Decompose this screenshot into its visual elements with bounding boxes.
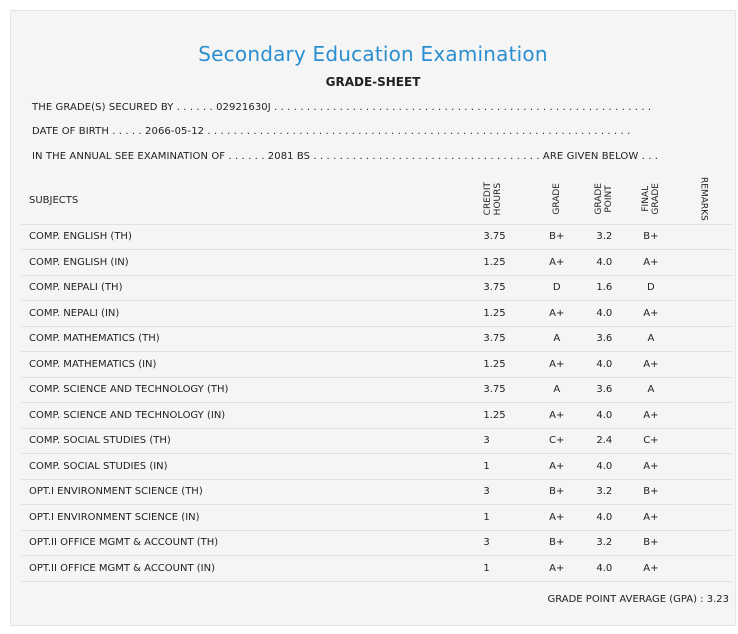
subject-cell: OPT.II OFFICE MGMT & ACCOUNT (IN) bbox=[21, 556, 483, 582]
credit-hours-cell: 3.75 bbox=[483, 275, 533, 301]
credit-hours-header bbox=[483, 177, 533, 224]
grade-point-cell: 2.4 bbox=[581, 428, 629, 454]
page-subtitle: GRADE-SHEET bbox=[325, 75, 421, 89]
credit-hours-cell: 3 bbox=[483, 530, 533, 556]
credit-hours-cell: 1 bbox=[483, 505, 533, 531]
subject-cell: COMP. MATHEMATICS (IN) bbox=[21, 352, 483, 378]
final-grade-cell: C+ bbox=[628, 428, 674, 454]
subject-cell: OPT.II OFFICE MGMT & ACCOUNT (TH) bbox=[21, 530, 483, 556]
credit-hours-cell: 1 bbox=[483, 556, 533, 582]
credit-hours-cell: 1.25 bbox=[483, 301, 533, 327]
remarks-cell bbox=[674, 505, 733, 531]
credit-hours-cell: 1.25 bbox=[483, 352, 533, 378]
grade-cell: A+ bbox=[533, 403, 581, 429]
remarks-cell bbox=[674, 556, 733, 582]
remarks-cell bbox=[674, 275, 733, 301]
credit-hours-cell: 1.25 bbox=[483, 250, 533, 276]
remarks-cell bbox=[674, 326, 733, 352]
table-row bbox=[21, 479, 733, 505]
exam-line: IN THE ANNUAL SEE EXAMINATION OF . . . . . . 2081 BS . . . . . . . . . . . . . . . . . . . . . . . . . . . . . . . . . . . ARE GIVEN BELOW . . . bbox=[32, 151, 659, 162]
subject-cell: COMP. ENGLISH (TH) bbox=[21, 224, 483, 250]
subject-cell: COMP. SOCIAL STUDIES (TH) bbox=[21, 428, 483, 454]
final-grade-cell: A bbox=[628, 326, 674, 352]
final-grade-cell: A+ bbox=[628, 454, 674, 480]
table-row bbox=[21, 530, 733, 556]
final-grade-header bbox=[628, 177, 674, 224]
subject-cell: COMP. NEPALI (TH) bbox=[21, 275, 483, 301]
credit-hours-cell: 1.25 bbox=[483, 403, 533, 429]
grade-cell: B+ bbox=[533, 224, 581, 250]
subject-cell: COMP. NEPALI (IN) bbox=[21, 301, 483, 327]
remarks-header-label: REMARKS bbox=[698, 177, 709, 221]
final-grade-cell: B+ bbox=[628, 224, 674, 250]
credit-hours-cell: 3.75 bbox=[483, 326, 533, 352]
final-grade-cell: B+ bbox=[628, 479, 674, 505]
table-row bbox=[21, 224, 733, 250]
final-grade-cell: A+ bbox=[628, 556, 674, 582]
table-row bbox=[21, 403, 733, 429]
grades-table bbox=[21, 177, 733, 582]
table-row bbox=[21, 352, 733, 378]
table-row bbox=[21, 326, 733, 352]
grade-header-label: GRADE bbox=[551, 183, 562, 215]
grade-point-cell: 4.0 bbox=[581, 505, 629, 531]
secured-by-line: THE GRADE(S) SECURED BY . . . . . . 02921630J . . . . . . . . . . . . . . . . . . . . . . . . . . . . . . . . . . . . . . . . . . . . . . . . . . . . . . . . . . bbox=[32, 102, 652, 113]
credit-hours-cell: 3 bbox=[483, 479, 533, 505]
remarks-cell bbox=[674, 530, 733, 556]
gpa-summary: GRADE POINT AVERAGE (GPA) : 3.23 bbox=[547, 594, 729, 605]
grade-point-cell: 4.0 bbox=[581, 301, 629, 327]
grade-cell: A+ bbox=[533, 352, 581, 378]
grade-point-cell: 4.0 bbox=[581, 352, 629, 378]
grade-point-cell: 3.2 bbox=[581, 530, 629, 556]
grade-cell: D bbox=[533, 275, 581, 301]
subject-cell: COMP. SCIENCE AND TECHNOLOGY (IN) bbox=[21, 403, 483, 429]
grade-point-cell: 4.0 bbox=[581, 250, 629, 276]
final-grade-cell: A+ bbox=[628, 403, 674, 429]
date-of-birth-line: DATE OF BIRTH . . . . . 2066-05-12 . . . . . . . . . . . . . . . . . . . . . . . . . . . . . . . . . . . . . . . . . . . . . . . . . . . . . . . . . . . . . . . . . bbox=[32, 126, 631, 137]
subject-cell: COMP. MATHEMATICS (TH) bbox=[21, 326, 483, 352]
final-grade-cell: A+ bbox=[628, 301, 674, 327]
grade-sheet bbox=[10, 10, 736, 626]
final-grade-cell: A+ bbox=[628, 352, 674, 378]
subject-cell: COMP. ENGLISH (IN) bbox=[21, 250, 483, 276]
grade-cell: A+ bbox=[533, 301, 581, 327]
remarks-cell bbox=[674, 224, 733, 250]
grade-cell: C+ bbox=[533, 428, 581, 454]
remarks-header bbox=[674, 177, 733, 224]
grade-cell: A+ bbox=[533, 556, 581, 582]
grade-cell: B+ bbox=[533, 479, 581, 505]
table-row bbox=[21, 377, 733, 403]
table-row bbox=[21, 556, 733, 582]
subject-cell: COMP. SCIENCE AND TECHNOLOGY (TH) bbox=[21, 377, 483, 403]
credit-hours-cell: 3.75 bbox=[483, 377, 533, 403]
grade-cell: A+ bbox=[533, 454, 581, 480]
final-grade-header-label: FINAL GRADE bbox=[640, 183, 661, 215]
grade-point-cell: 1.6 bbox=[581, 275, 629, 301]
table-row bbox=[21, 505, 733, 531]
credit-hours-cell: 3 bbox=[483, 428, 533, 454]
grade-point-cell: 4.0 bbox=[581, 403, 629, 429]
remarks-cell bbox=[674, 377, 733, 403]
final-grade-cell: B+ bbox=[628, 530, 674, 556]
grade-cell: A+ bbox=[533, 250, 581, 276]
page-title: Secondary Education Examination bbox=[198, 42, 548, 66]
grade-point-cell: 3.6 bbox=[581, 326, 629, 352]
grade-point-cell: 3.2 bbox=[581, 479, 629, 505]
final-grade-cell: A+ bbox=[628, 505, 674, 531]
remarks-cell bbox=[674, 428, 733, 454]
subject-cell: OPT.I ENVIRONMENT SCIENCE (IN) bbox=[21, 505, 483, 531]
grade-point-cell: 3.6 bbox=[581, 377, 629, 403]
remarks-cell bbox=[674, 250, 733, 276]
grade-point-cell: 3.2 bbox=[581, 224, 629, 250]
subject-cell: OPT.I ENVIRONMENT SCIENCE (TH) bbox=[21, 479, 483, 505]
grade-cell: A+ bbox=[533, 505, 581, 531]
final-grade-cell: D bbox=[628, 275, 674, 301]
credit-hours-cell: 3.75 bbox=[483, 224, 533, 250]
remarks-cell bbox=[674, 479, 733, 505]
grade-cell: A bbox=[533, 377, 581, 403]
table-row bbox=[21, 428, 733, 454]
grade-point-header-label: GRADE POINT bbox=[594, 183, 615, 215]
table-header-row bbox=[21, 177, 733, 224]
grade-cell: A bbox=[533, 326, 581, 352]
grade-point-cell: 4.0 bbox=[581, 556, 629, 582]
subject-cell: COMP. SOCIAL STUDIES (IN) bbox=[21, 454, 483, 480]
credit-hours-cell: 1 bbox=[483, 454, 533, 480]
table-row bbox=[21, 454, 733, 480]
credit-hours-header-label: CREDIT HOURS bbox=[483, 182, 504, 216]
grade-point-cell: 4.0 bbox=[581, 454, 629, 480]
table-row bbox=[21, 301, 733, 327]
remarks-cell bbox=[674, 352, 733, 378]
final-grade-cell: A+ bbox=[628, 250, 674, 276]
subjects-header: SUBJECTS bbox=[21, 177, 483, 224]
table-row bbox=[21, 275, 733, 301]
remarks-cell bbox=[674, 403, 733, 429]
final-grade-cell: A bbox=[628, 377, 674, 403]
grade-cell: B+ bbox=[533, 530, 581, 556]
remarks-cell bbox=[674, 454, 733, 480]
grade-header bbox=[533, 177, 581, 224]
grade-point-header bbox=[581, 177, 629, 224]
table-row bbox=[21, 250, 733, 276]
remarks-cell bbox=[674, 301, 733, 327]
